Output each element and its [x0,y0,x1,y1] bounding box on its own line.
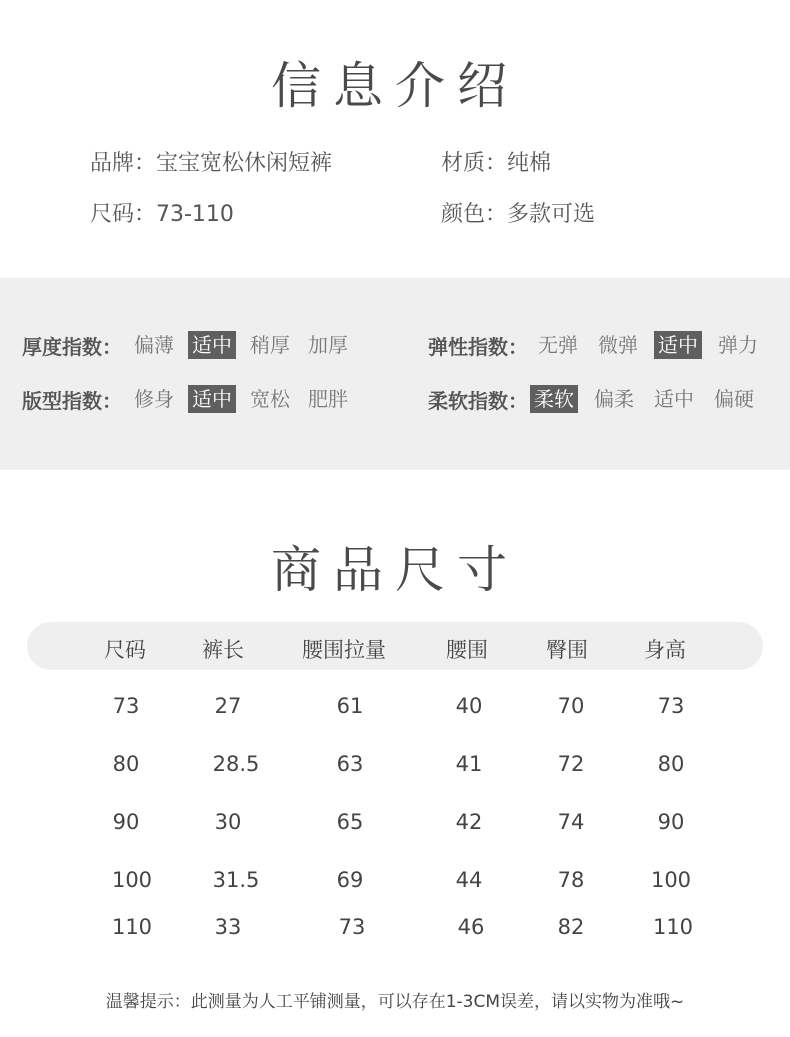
softness-option: 偏柔 [594,387,634,411]
thickness-option: 稍厚 [250,333,290,357]
cell-length: 31.5 [212,868,260,892]
cell-size: 80 [112,752,140,776]
header-hip: 臀围 [546,638,588,662]
header-waist-stretch: 腰围拉量 [302,638,386,662]
cell-height: 90 [657,810,685,834]
footnote: 温馨提示：此测量为人工平铺测量，可以存在1-3CM误差，请以实物为准哦~ [105,992,685,1012]
thickness-option: 适中 [188,331,236,359]
elasticity-option: 适中 [654,331,702,359]
cell-waist: 40 [455,694,483,718]
cell-length: 27 [214,694,242,718]
cell-height: 110 [652,915,694,939]
cell-hip: 78 [557,868,585,892]
softness-option: 柔软 [530,385,578,413]
info-title: 信息介绍 [271,57,519,115]
cell-hip: 72 [557,752,585,776]
elasticity-index [428,331,762,359]
size-chart-title: 商品尺寸 [271,541,519,599]
cell-waist-stretch: 61 [336,694,364,718]
cell-hip: 82 [557,915,585,939]
softness-index-label: 柔软指数： [428,388,528,413]
fit-option: 修身 [134,387,174,411]
material-text: 材质：纯棉 [441,151,552,176]
fit-option: 肥胖 [308,387,348,411]
softness-index [428,385,758,413]
brand-text: 品牌：宝宝宽松休闲短裤 [90,151,333,176]
fit-option: 宽松 [250,387,290,411]
elasticity-index-label: 弹性指数： [428,334,528,359]
elasticity-option: 无弹 [538,333,578,357]
fit-option: 适中 [188,385,236,413]
cell-waist-stretch: 65 [336,810,364,834]
cell-hip: 70 [557,694,585,718]
cell-waist: 41 [455,752,483,776]
cell-waist-stretch: 63 [336,752,364,776]
fit-index-label: 版型指数： [22,388,122,413]
cell-waist: 44 [455,868,483,892]
cell-height: 80 [657,752,685,776]
cell-waist: 42 [455,810,483,834]
color-text: 颜色：多款可选 [441,202,596,227]
thickness-option: 加厚 [308,333,348,357]
cell-height: 73 [657,694,685,718]
header-length: 裤长 [202,638,244,662]
cell-length: 33 [214,915,242,939]
thickness-index-label: 厚度指数： [22,334,122,359]
header-size: 尺码 [104,638,146,662]
cell-waist-stretch: 69 [336,868,364,892]
cell-length: 30 [214,810,242,834]
cell-hip: 74 [557,810,585,834]
softness-option: 偏硬 [714,387,754,411]
thickness-option: 偏薄 [134,333,174,357]
header-height: 身高 [644,638,686,662]
size-range-text: 尺码：73-110 [90,202,234,227]
thickness-index [22,331,352,359]
softness-option: 适中 [654,387,694,411]
cell-size: 90 [112,810,140,834]
cell-size: 73 [112,694,140,718]
cell-waist: 46 [457,915,485,939]
elasticity-option: 微弹 [598,333,638,357]
cell-waist-stretch: 73 [338,915,366,939]
cell-size: 110 [111,915,153,939]
cell-length: 28.5 [212,752,260,776]
fit-index [22,385,352,413]
cell-size: 100 [111,868,153,892]
elasticity-option: 弹力 [718,333,758,357]
cell-height: 100 [650,868,692,892]
index-panel [0,278,790,470]
header-waist: 腰围 [446,638,488,662]
